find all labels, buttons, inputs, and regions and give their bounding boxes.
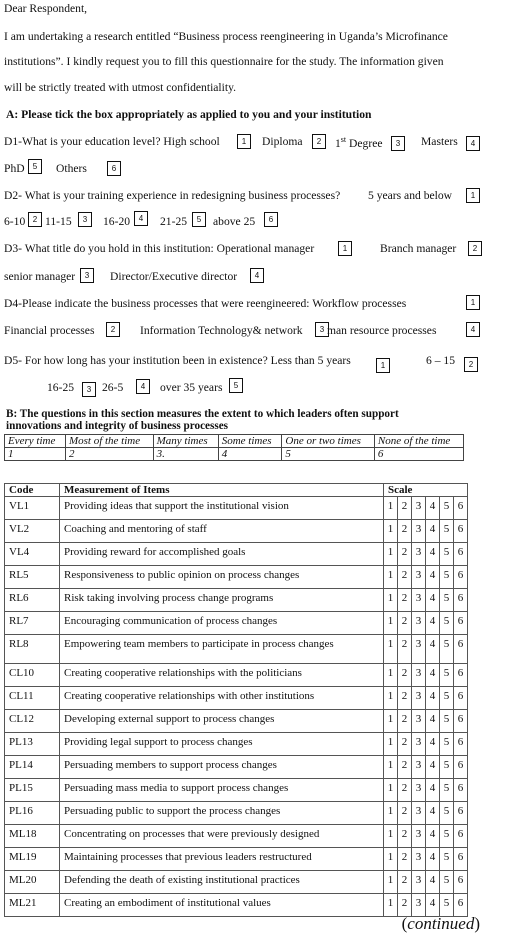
scale-option-5[interactable]: 5 [440,825,454,848]
scale-option-5[interactable]: 5 [440,756,454,779]
scale-option-5[interactable]: 5 [440,543,454,566]
table-row [5,664,468,687]
scale-option-3[interactable]: 3 [412,825,426,848]
scale-option-2[interactable]: 2 [398,497,412,520]
d4-checkbox-3[interactable]: 3 [315,322,329,337]
scale-option-2[interactable]: 2 [398,710,412,733]
item-text: Defending the death of existing institutional practices [60,871,384,894]
item-code: RL6 [5,589,60,612]
item-text: Creating cooperative relationships with other institutions [60,687,384,710]
table-row [5,825,468,848]
d2-label-2: 6-10 [4,215,26,228]
item-text: Persuading mass media to support process changes [60,779,384,802]
scale-option-4[interactable]: 4 [426,497,440,520]
table-row [5,710,468,733]
scale-option-1[interactable]: 1 [384,848,398,871]
d1-question: D1-What is your education level? High school [4,135,220,148]
d4-checkbox-1[interactable]: 1 [466,295,480,310]
scale-option-4[interactable]: 4 [426,612,440,635]
scale-option-6[interactable]: 6 [454,612,468,635]
frequency-label: Most of the time [65,435,153,448]
d1-checkbox-6[interactable]: 6 [107,161,121,176]
d3-checkbox-1[interactable]: 1 [338,241,352,256]
scale-option-2[interactable]: 2 [398,687,412,710]
scale-option-1[interactable]: 1 [384,612,398,635]
table-row [5,894,468,917]
scale-option-5[interactable]: 5 [440,687,454,710]
scale-option-1[interactable]: 1 [384,687,398,710]
d2-label-5: 21-25 [160,215,188,228]
item-text: Providing legal support to process changes [60,733,384,756]
scale-option-2[interactable]: 2 [398,802,412,825]
item-text: Persuading public to support the process changes [60,802,384,825]
table-row [5,543,468,566]
table-row [5,733,468,756]
d1-label-phd: PhD [4,162,25,175]
item-code: ML21 [5,894,60,917]
d5-checkbox-3[interactable]: 3 [82,382,96,397]
scale-option-3[interactable]: 3 [412,566,426,589]
frequency-label: Some times [218,435,282,448]
scale-option-5[interactable]: 5 [440,520,454,543]
scale-option-5[interactable]: 5 [440,612,454,635]
item-text: Empowering team members to participate in process changes [60,635,384,664]
letter-line-1: I am undertaking a research entitled “Business process reengineering in Uganda’s Microfinance [4,30,448,43]
scale-option-3[interactable]: 3 [412,612,426,635]
scale-option-6[interactable]: 6 [454,756,468,779]
scale-option-3[interactable]: 3 [412,733,426,756]
scale-option-2[interactable]: 2 [398,566,412,589]
scale-option-6[interactable]: 6 [454,710,468,733]
frequency-value: 6 [374,448,463,461]
d1-checkbox-2[interactable]: 2 [312,134,326,149]
scale-option-2[interactable]: 2 [398,520,412,543]
scale-option-6[interactable]: 6 [454,664,468,687]
scale-option-6[interactable]: 6 [454,520,468,543]
scale-option-6[interactable]: 6 [454,802,468,825]
scale-option-4[interactable]: 4 [426,687,440,710]
d1-degree: Degree [346,136,383,150]
scale-option-4[interactable]: 4 [426,566,440,589]
item-text: Maintaining processes that previous leaders restructured [60,848,384,871]
d4-checkbox-4[interactable]: 4 [466,322,480,337]
table-row [5,848,468,871]
item-text: Providing ideas that support the institutional vision [60,497,384,520]
d5-checkbox-4[interactable]: 4 [136,379,150,394]
d2-checkbox-6[interactable]: 6 [264,212,278,227]
scale-option-6[interactable]: 6 [454,589,468,612]
scale-option-3[interactable]: 3 [412,756,426,779]
measurement-items-body [5,484,468,917]
d2-checkbox-4[interactable]: 4 [134,211,148,226]
table-row [5,802,468,825]
item-code: RL7 [5,612,60,635]
item-text: Encouraging communication of process changes [60,612,384,635]
scale-option-5[interactable]: 5 [440,710,454,733]
table-row [5,520,468,543]
frequency-label: One or two times [282,435,375,448]
scale-option-4[interactable]: 4 [426,589,440,612]
scale-option-2[interactable]: 2 [398,825,412,848]
d1-checkbox-1[interactable]: 1 [237,134,251,149]
header-scale: Scale [384,484,468,497]
d1-label-masters: Masters [421,135,458,148]
item-text: Concentrating on processes that were previously designed [60,825,384,848]
scale-option-4[interactable]: 4 [426,871,440,894]
item-text: Providing reward for accomplished goals [60,543,384,566]
scale-option-1[interactable]: 1 [384,894,398,917]
d4-label-3: Information Technology& network [140,324,303,337]
item-text: Risk taking involving process change programs [60,589,384,612]
d5-checkbox-2[interactable]: 2 [464,357,478,372]
d3-checkbox-3[interactable]: 3 [80,268,94,283]
frequency-label: Every time [5,435,66,448]
item-code: ML18 [5,825,60,848]
scale-option-4[interactable]: 4 [426,520,440,543]
d1-checkbox-5[interactable]: 5 [28,159,42,174]
letter-line-2: institutions”. I kindly request you to fill this questionnaire for the study. The information given [4,55,444,68]
d5-checkbox-1[interactable]: 1 [376,358,390,373]
scale-option-3[interactable]: 3 [412,635,426,664]
scale-option-5[interactable]: 5 [440,871,454,894]
item-code: PL16 [5,802,60,825]
scale-option-4[interactable]: 4 [426,710,440,733]
scale-option-6[interactable]: 6 [454,894,468,917]
d2-checkbox-2[interactable]: 2 [28,212,42,227]
d3-question: D3- What title do you hold in this institution: Operational manager [4,242,315,255]
table-row [5,497,468,520]
d1-checkbox-4[interactable]: 4 [466,136,480,151]
continued-open-paren: ( [401,914,408,933]
scale-option-2[interactable]: 2 [398,894,412,917]
scale-option-6[interactable]: 6 [454,848,468,871]
scale-option-5[interactable]: 5 [440,566,454,589]
scale-option-2[interactable]: 2 [398,612,412,635]
scale-option-2[interactable]: 2 [398,664,412,687]
continued-text: continued [407,914,475,933]
item-code: VL2 [5,520,60,543]
scale-option-6[interactable]: 6 [454,825,468,848]
item-text: Creating an embodiment of institutional values [60,894,384,917]
scale-option-3[interactable]: 3 [412,894,426,917]
d4-question: D4-Please indicate the business processes that were reengineered: Workflow processes [4,297,407,310]
scale-option-1[interactable]: 1 [384,589,398,612]
item-text: Persuading members to support process changes [60,756,384,779]
d3-label-4: Director/Executive director [110,270,238,283]
d1-label-others: Others [56,162,87,175]
scale-option-3[interactable]: 3 [412,710,426,733]
scale-option-1[interactable]: 1 [384,802,398,825]
scale-option-4[interactable]: 4 [426,825,440,848]
item-code: CL12 [5,710,60,733]
frequency-value: 4 [218,448,282,461]
scale-option-1[interactable]: 1 [384,756,398,779]
scale-option-1[interactable]: 1 [384,871,398,894]
header-code: Code [5,484,60,497]
d1-st: st [340,135,347,144]
frequency-label: Many times [153,435,218,448]
table-row [5,635,468,664]
d5-question: D5- For how long has your institution been in existence? Less than 5 years [4,354,351,367]
d2-label-4: 16-20 [103,215,131,228]
d5-label-4: 26-5 [102,381,124,394]
greeting: Dear Respondent, [4,2,88,15]
scale-option-1[interactable]: 1 [384,664,398,687]
section-b-heading-1: B: The questions in this section measures the extent to which leaders often support [6,408,399,420]
scale-option-1[interactable]: 1 [384,497,398,520]
scale-option-4[interactable]: 4 [426,756,440,779]
item-code: RL8 [5,635,60,664]
scale-option-4[interactable]: 4 [426,894,440,917]
letter-line-3: will be strictly treated with utmost confidentiality. [4,81,237,94]
scale-option-2[interactable]: 2 [398,848,412,871]
scale-option-3[interactable]: 3 [412,802,426,825]
d1-label-first-degree [335,135,383,150]
scale-option-6[interactable]: 6 [454,635,468,664]
frequency-values-row [5,448,464,461]
item-code: PL15 [5,779,60,802]
scale-option-2[interactable]: 2 [398,756,412,779]
measurement-items-table [4,483,468,917]
scale-option-6[interactable]: 6 [454,871,468,894]
scale-option-3[interactable]: 3 [412,589,426,612]
table-row [5,756,468,779]
scale-option-1[interactable]: 1 [384,710,398,733]
d1-checkbox-3[interactable]: 3 [391,136,405,151]
table-row [5,779,468,802]
scale-option-1[interactable]: 1 [384,779,398,802]
frequency-label: None of the time [374,435,463,448]
scale-option-4[interactable]: 4 [426,802,440,825]
scale-option-1[interactable]: 1 [384,566,398,589]
d5-label-2: 6 – 15 [426,354,455,367]
scale-option-6[interactable]: 6 [454,687,468,710]
table-header-row [5,484,468,497]
table-row [5,566,468,589]
item-code: VL1 [5,497,60,520]
scale-option-1[interactable]: 1 [384,733,398,756]
scale-option-4[interactable]: 4 [426,733,440,756]
scale-option-4[interactable]: 4 [426,635,440,664]
item-text: Developing external support to process changes [60,710,384,733]
scale-option-2[interactable]: 2 [398,589,412,612]
header-item: Measurement of Items [60,484,384,497]
item-text: Creating cooperative relationships with the politicians [60,664,384,687]
item-code: ML19 [5,848,60,871]
scale-option-5[interactable]: 5 [440,497,454,520]
d4-label-4: man resource processes [327,324,437,337]
frequency-labels-row [5,435,464,448]
scale-option-6[interactable]: 6 [454,543,468,566]
scale-option-4[interactable]: 4 [426,664,440,687]
d2-question: D2- What is your training experience in redesigning business processes? [4,189,341,202]
scale-option-5[interactable]: 5 [440,589,454,612]
table-row [5,612,468,635]
d3-checkbox-4[interactable]: 4 [250,268,264,283]
d2-label-3: 11-15 [45,215,72,228]
d5-label-5: over 35 years [160,381,223,394]
scale-option-2[interactable]: 2 [398,543,412,566]
scale-option-3[interactable]: 3 [412,848,426,871]
scale-option-2[interactable]: 2 [398,635,412,664]
scale-option-5[interactable]: 5 [440,848,454,871]
scale-option-3[interactable]: 3 [412,520,426,543]
scale-option-5[interactable]: 5 [440,802,454,825]
frequency-value: 3. [153,448,218,461]
d1-label-diploma: Diploma [262,135,303,148]
continued-close-paren: ) [474,914,480,933]
item-code: PL14 [5,756,60,779]
scale-option-6[interactable]: 6 [454,497,468,520]
d3-label-3: senior manager [4,270,76,283]
d5-label-3: 16-25 [47,381,75,394]
d5-checkbox-5[interactable]: 5 [229,378,243,393]
item-code: RL5 [5,566,60,589]
scale-option-5[interactable]: 5 [440,779,454,802]
d2-label-1: 5 years and below [368,189,453,202]
section-a-heading: A: Please tick the box appropriately as applied to you and your institution [6,108,372,121]
item-code: CL10 [5,664,60,687]
section-b-heading-2: innovations and integrity of business processes [6,420,229,432]
scale-option-1[interactable]: 1 [384,635,398,664]
scale-option-2[interactable]: 2 [398,871,412,894]
table-row [5,589,468,612]
item-text: Responsiveness to public opinion on process changes [60,566,384,589]
scale-option-4[interactable]: 4 [426,848,440,871]
scale-option-5[interactable]: 5 [440,635,454,664]
scale-option-3[interactable]: 3 [412,779,426,802]
scale-option-3[interactable]: 3 [412,687,426,710]
scale-option-4[interactable]: 4 [426,779,440,802]
d3-label-2: Branch manager [380,242,457,255]
scale-option-2[interactable]: 2 [398,733,412,756]
d2-checkbox-3[interactable]: 3 [78,212,92,227]
item-code: CL11 [5,687,60,710]
d2-checkbox-1[interactable]: 1 [466,188,480,203]
frequency-value: 1 [5,448,66,461]
scale-option-3[interactable]: 3 [412,543,426,566]
scale-option-3[interactable]: 3 [412,664,426,687]
scale-option-5[interactable]: 5 [440,733,454,756]
item-code: VL4 [5,543,60,566]
table-row [5,687,468,710]
frequency-value: 5 [282,448,375,461]
scale-option-1[interactable]: 1 [384,520,398,543]
scale-option-5[interactable]: 5 [440,664,454,687]
item-code: ML20 [5,871,60,894]
item-code: PL13 [5,733,60,756]
item-text: Coaching and mentoring of staff [60,520,384,543]
frequency-scale-table [4,434,464,461]
scale-option-1[interactable]: 1 [384,543,398,566]
frequency-value: 2 [65,448,153,461]
d2-label-6: above 25 [213,215,256,228]
scale-option-6[interactable]: 6 [454,566,468,589]
scale-option-6[interactable]: 6 [454,733,468,756]
d4-checkbox-2[interactable]: 2 [106,322,120,337]
scale-option-1[interactable]: 1 [384,825,398,848]
scale-option-2[interactable]: 2 [398,779,412,802]
d3-checkbox-2[interactable]: 2 [468,241,482,256]
scale-option-3[interactable]: 3 [412,871,426,894]
table-row [5,871,468,894]
d2-checkbox-5[interactable]: 5 [192,212,206,227]
scale-option-4[interactable]: 4 [426,543,440,566]
continued-note [402,914,480,934]
d4-label-2: Financial processes [4,324,95,337]
scale-option-6[interactable]: 6 [454,779,468,802]
d1-first: 1 [335,136,341,150]
scale-option-3[interactable]: 3 [412,497,426,520]
scale-option-5[interactable]: 5 [440,894,454,917]
